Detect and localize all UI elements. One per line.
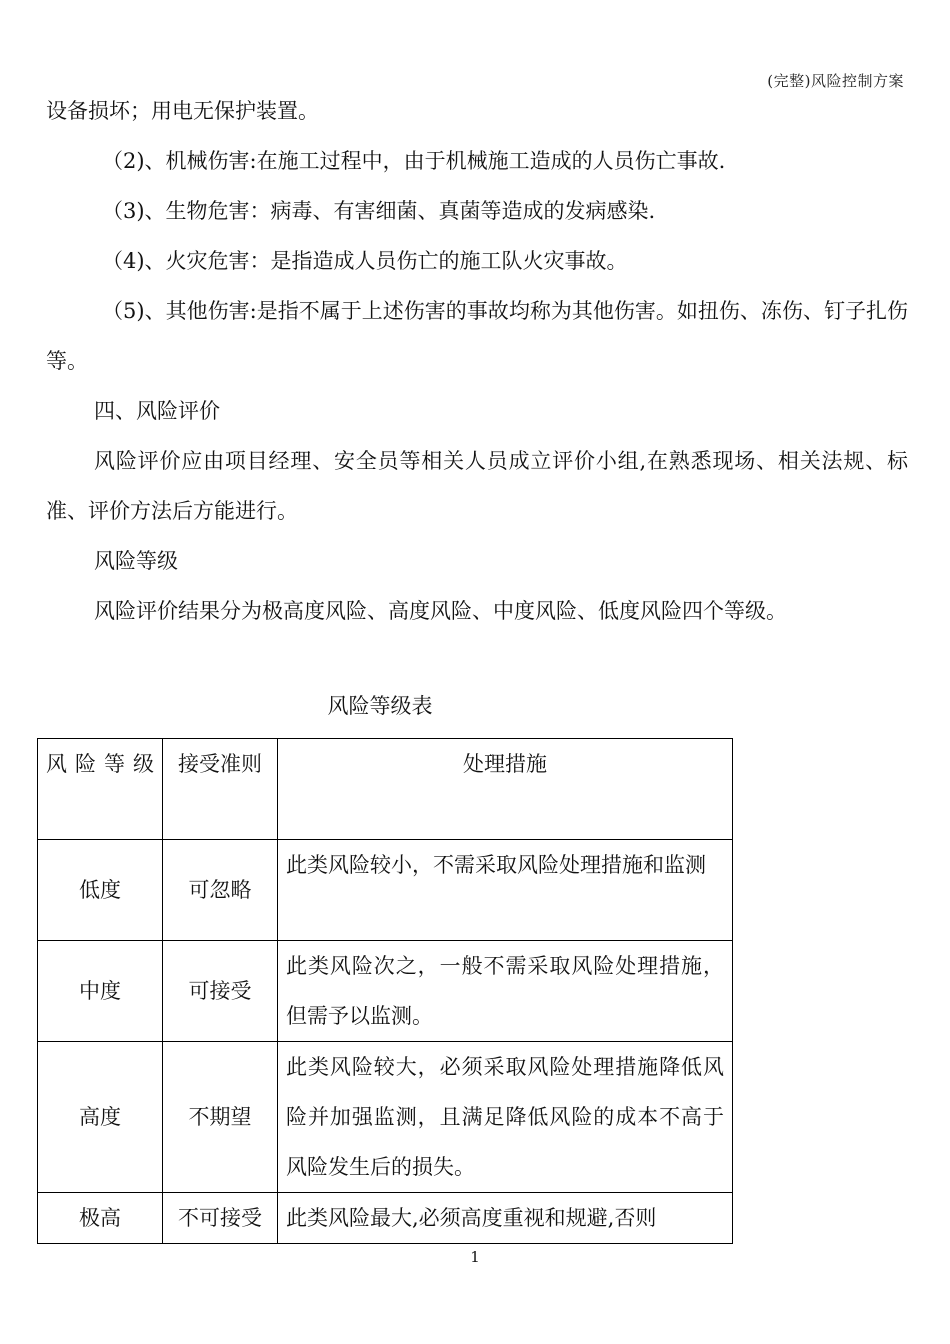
paragraph-risk-level-summary: 风险评价结果分为极高度风险、高度风险、中度风险、低度风险四个等级。 [94, 599, 787, 623]
subheading-risk-level: 风险等级 [94, 549, 178, 573]
cell-measure: 此类风险较大，必须采取风险处理措施降低风险并加强监测，且满足降低风险的成本不高于风险发生后的损失。 [278, 1042, 733, 1193]
paragraph-risk-evaluation: 风险评价应由项目经理、安全员等相关人员成立评价小组,在熟悉现场、相关法规、标准、评价方法后方能进行。 [46, 449, 908, 523]
table-row [38, 840, 733, 941]
cell-criterion: 不可接受 [163, 1193, 278, 1244]
table-row [38, 941, 733, 1042]
cell-level: 高度 [38, 1042, 163, 1193]
cell-level: 中度 [38, 941, 163, 1042]
cell-criterion: 可忽略 [163, 840, 278, 941]
document-header: (完整)风险控制方案 [767, 72, 904, 90]
cell-measure: 此类风险次之，一般不需采取风险处理措施，但需予以监测。 [278, 941, 733, 1042]
paragraph-fire-hazard: （4)、火灾危害：是指造成人员伤亡的施工队火灾事故。 [102, 249, 628, 273]
table-row [38, 1193, 733, 1244]
paragraph-mechanical-injury: （2)、机械伤害:在施工过程中，由于机械施工造成的人员伤亡事故. [102, 149, 726, 173]
paragraph-biological-hazard: （3)、生物危害：病毒、有害细菌、真菌等造成的发病感染. [102, 199, 656, 223]
table-title: 风险等级表 [327, 694, 433, 718]
page-number: 1 [470, 1248, 480, 1266]
cell-criterion: 可接受 [163, 941, 278, 1042]
cell-level: 极高 [38, 1193, 163, 1244]
header-cell-acceptance: 接受准则 [163, 739, 278, 840]
section-heading-risk-evaluation: 四、风险评价 [94, 399, 220, 423]
cell-measure: 此类风险最大,必须高度重视和规避,否则 [278, 1193, 733, 1244]
table-header-row [38, 739, 733, 840]
header-cell-measures: 处理措施 [278, 739, 733, 840]
cell-level: 低度 [38, 840, 163, 941]
table-row [38, 1042, 733, 1193]
cell-criterion: 不期望 [163, 1042, 278, 1193]
paragraph-other-injury: （5)、其他伤害:是指不属于上述伤害的事故均称为其他伤害。如扭伤、冻伤、钉子扎伤等。 [46, 299, 908, 373]
cell-measure: 此类风险较小，不需采取风险处理措施和监测 [278, 840, 733, 941]
paragraph-equipment-damage: 设备损坏；用电无保护装置。 [46, 99, 319, 123]
risk-level-table [37, 738, 733, 1244]
header-cell-risk-level: 风险等级 [38, 739, 163, 840]
document-body [46, 86, 908, 636]
